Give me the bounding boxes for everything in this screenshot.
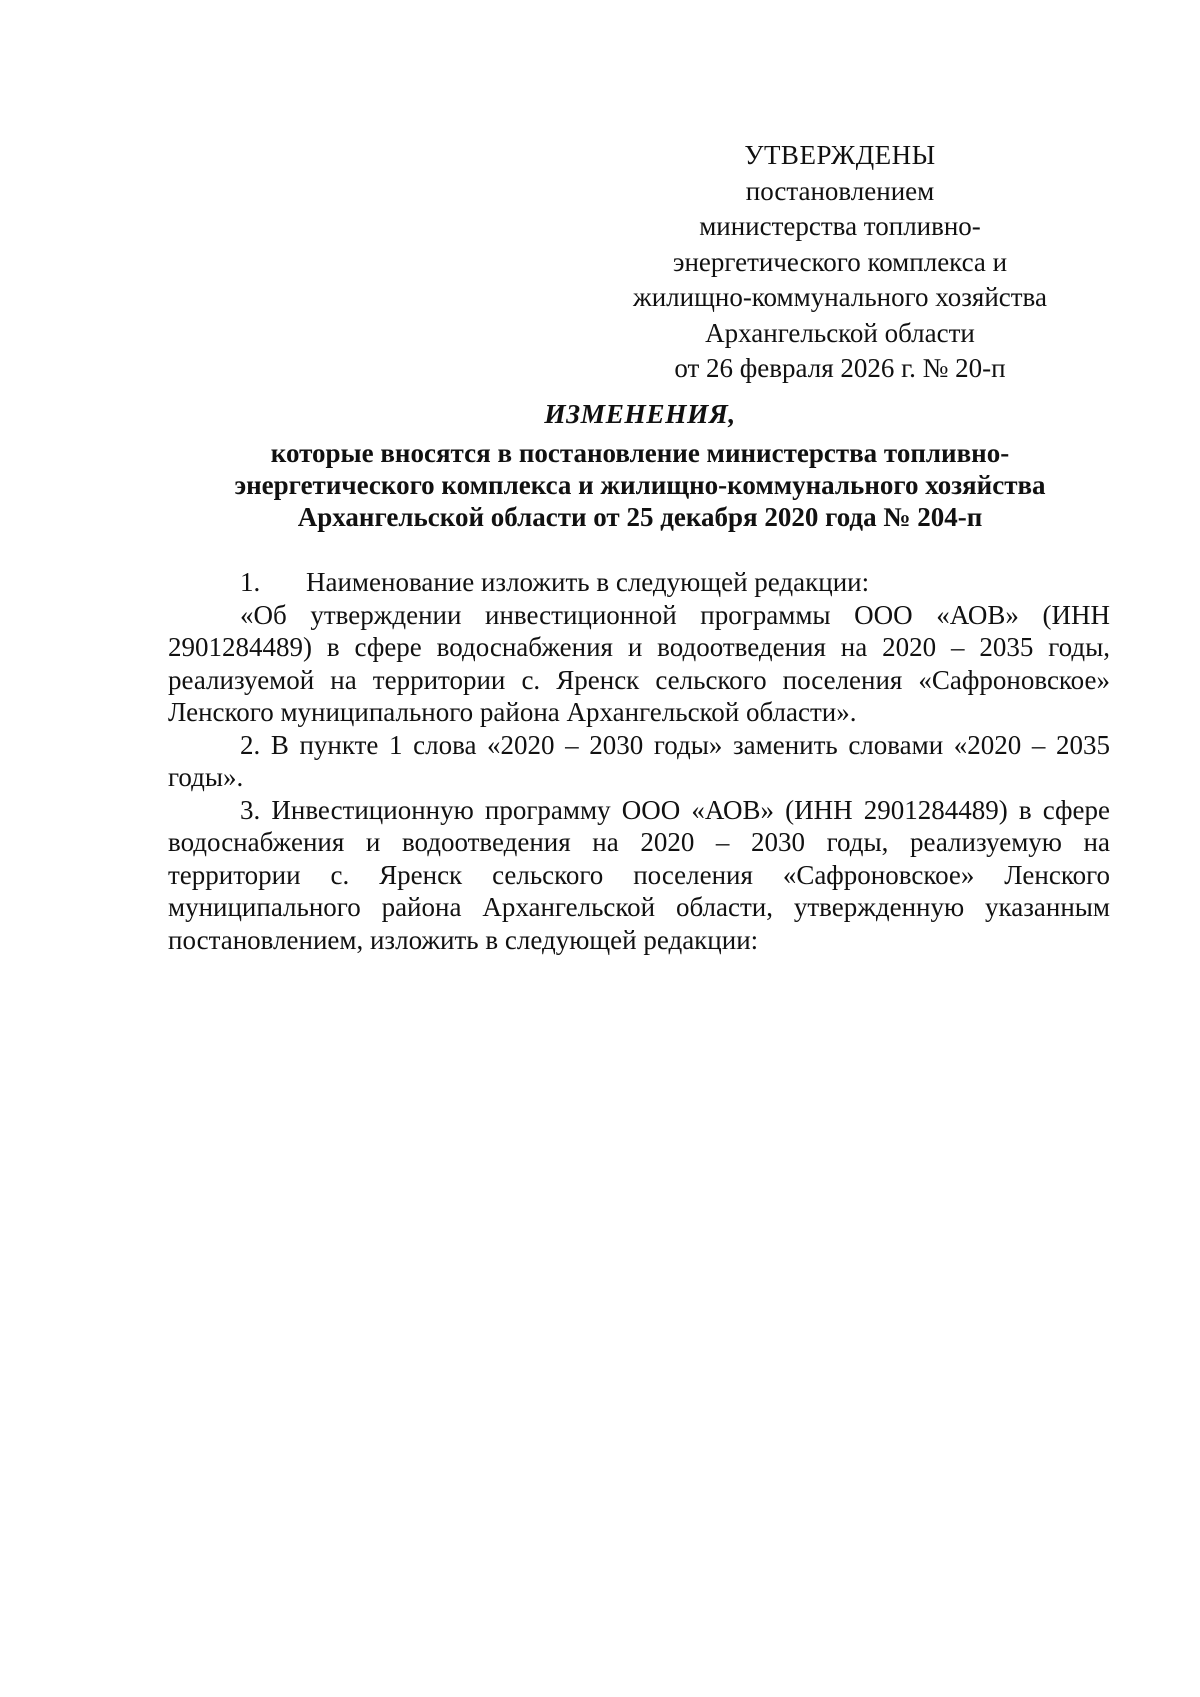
approval-heading: УТВЕРЖДЕНЫ bbox=[744, 140, 936, 170]
item-1-text: Наименование изложить в следующей редакции: bbox=[306, 567, 870, 597]
item-1-quote: «Об утверждении инвестиционной программы ООО «АОВ» (ИНН 2901284489) в сфере водоснабжения и водоотведения на 2020 – 2035 годы, реализуемой на территории с. Яренск сельского поселения «Сафроновское» Ленского муниципального района Архангельской области». bbox=[168, 599, 1110, 727]
approval-line: от 26 февраля 2026 г. № 20-п bbox=[674, 353, 1006, 383]
approval-line: министерства топливно- bbox=[699, 211, 981, 241]
item-1-number: 1. bbox=[240, 567, 261, 597]
document-subtitle-line: Архангельской области от 25 декабря 2020 года № 204-п bbox=[297, 502, 983, 532]
item-3: 3. Инвестиционную программу ООО «АОВ» (ИНН 2901284489) в сфере водоснабжения и водоотведения на 2020 – 2030 годы, реализуемую на территории с. Яренск сельского поселения «Сафроновское» Ленского муниципального района Архангельской области, утвержденную указанным постановлением, изложить в следующей редакции: bbox=[168, 794, 1110, 955]
approval-line: энергетического комплекса и bbox=[672, 246, 1008, 277]
approval-line: жилищно-коммунального хозяйства bbox=[633, 282, 1047, 312]
approval-stamp-block bbox=[590, 138, 1090, 387]
document-title: ИЗМЕНЕНИЯ, bbox=[544, 398, 736, 429]
document-subtitle-line: энергетического комплекса и жилищно-коммунального хозяйства bbox=[234, 470, 1046, 500]
document-title-block bbox=[170, 398, 1110, 533]
approval-line: Архангельской области bbox=[705, 317, 975, 348]
document-body bbox=[168, 566, 1110, 956]
item-1 bbox=[168, 566, 1110, 599]
approval-line: постановлением bbox=[745, 175, 935, 206]
document-subtitle-line: которые вносятся в постановление министерства топливно- bbox=[270, 438, 1010, 468]
item-2: 2. В пункте 1 слова «2020 – 2030 годы» заменить словами «2020 – 2035 годы». bbox=[168, 729, 1110, 792]
